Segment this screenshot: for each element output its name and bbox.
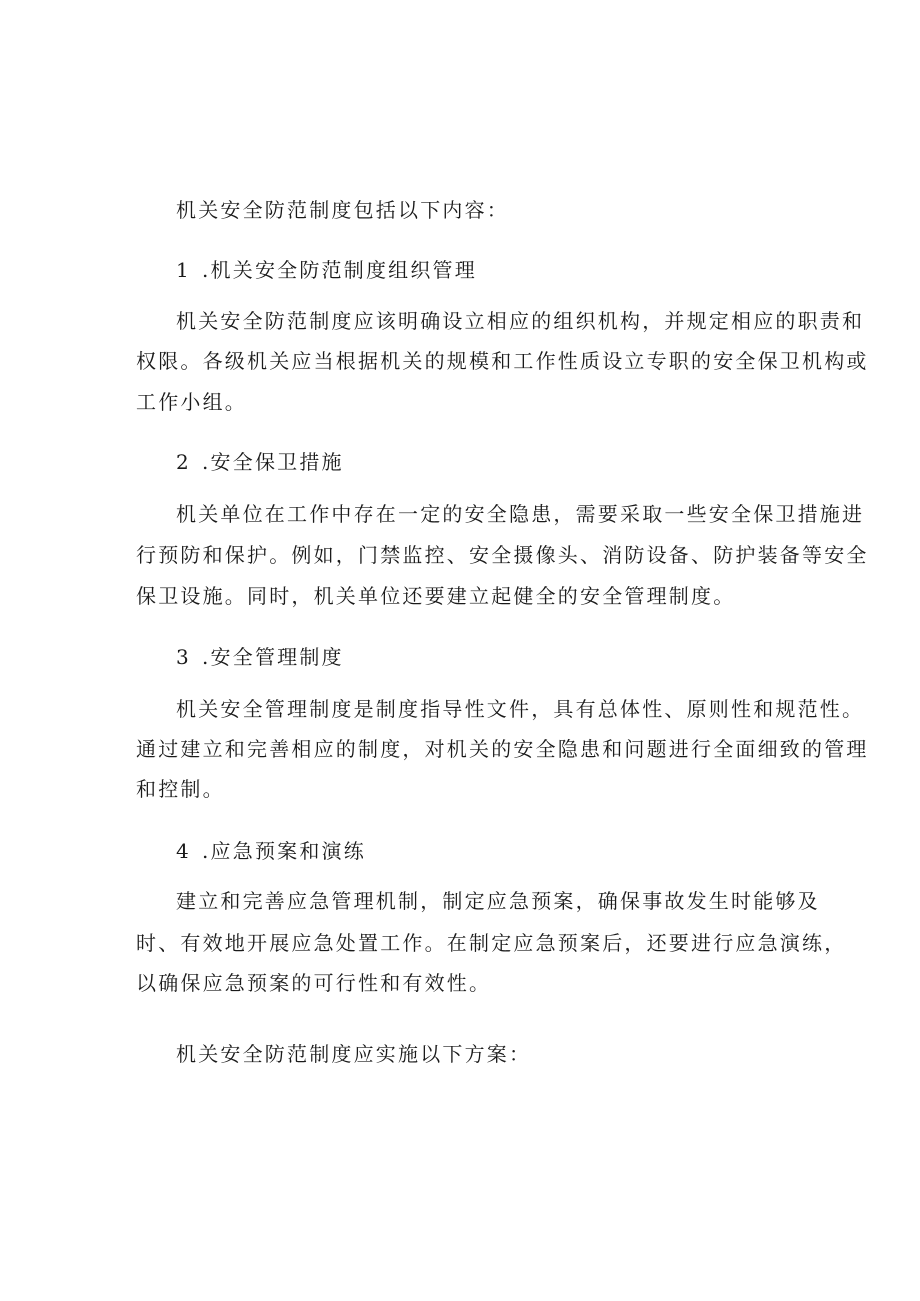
paragraph-line: 权限。各级机关应当根据机关的规模和工作性质设立专职的安全保卫机构或: [136, 349, 869, 373]
paragraph-line: 以确保应急预案的可行性和有效性。: [136, 971, 492, 995]
section-title: .机关安全防范制度组织管理: [202, 258, 477, 282]
section-heading: [176, 645, 344, 669]
section-number: 1: [176, 258, 191, 282]
section-title: .安全管理制度: [202, 645, 344, 669]
closing-text: 机关安全防范制度应实施以下方案：: [176, 1042, 532, 1066]
section-heading: [176, 450, 344, 474]
paragraph-line: 机关单位在工作中存在一定的安全隐患，需要采取一些安全保卫措施进: [176, 502, 865, 526]
section-title: .应急预案和演练: [202, 839, 366, 863]
paragraph-line: 保卫设施。同时，机关单位还要建立起健全的安全管理制度。: [136, 584, 736, 608]
paragraph-line: 时、有效地开展应急处置工作。在制定应急预案后，还要进行应急演练，: [136, 931, 847, 955]
paragraph-line: 行预防和保护。例如，门禁监控、安全摄像头、消防设备、防护装备等安全: [136, 543, 869, 567]
section-number: 3: [176, 645, 191, 669]
section-title: .安全保卫措施: [202, 450, 344, 474]
paragraph-line: 建立和完善应急管理机制，制定应急预案，确保事故发生时能够及: [176, 889, 820, 913]
paragraph-line: 机关安全管理制度是制度指导性文件，具有总体性、原则性和规范性。: [176, 697, 865, 721]
intro-text: 机关安全防范制度包括以下内容：: [176, 198, 509, 222]
paragraph-line: 工作小组。: [136, 390, 247, 414]
section-number: 2: [176, 450, 191, 474]
paragraph-line: 和控制。: [136, 777, 225, 801]
section-heading: [176, 258, 477, 282]
section-number: 4: [176, 839, 191, 863]
section-heading: [176, 839, 366, 863]
paragraph-line: 通过建立和完善相应的制度，对机关的安全隐患和问题进行全面细致的管理: [136, 737, 869, 761]
paragraph-line: 机关安全防范制度应该明确设立相应的组织机构，并规定相应的职责和: [176, 309, 865, 333]
